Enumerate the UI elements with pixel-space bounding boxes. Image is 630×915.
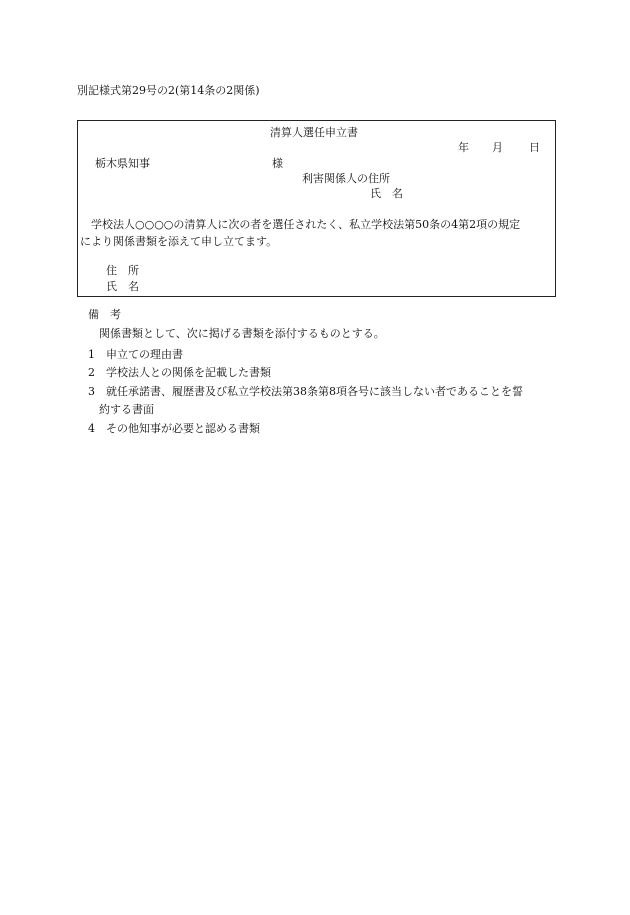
note-number: 1 — [88, 348, 95, 361]
application-form-box — [77, 120, 556, 297]
date-month-label: 月 — [492, 141, 503, 154]
date-year-label: 年 — [458, 141, 469, 154]
note-number: 4 — [88, 422, 95, 435]
body-text-line-2: により関係書類を添えて申し立てます。 — [80, 235, 278, 248]
honorific: 様 — [272, 157, 283, 170]
candidate-address-label: 住 所 — [106, 264, 139, 277]
applicant-name-label: 氏 名 — [370, 187, 403, 200]
form-number-label: 別記様式第29号の2(第14条の2関係) — [77, 84, 260, 97]
notes-intro: 関係書類として、次に掲げる書類を添付するものとする。 — [99, 327, 385, 340]
note-item — [88, 367, 271, 378]
note-number: 3 — [88, 385, 95, 398]
note-item — [88, 386, 523, 397]
candidate-name-label: 氏 名 — [106, 280, 139, 293]
note-item — [88, 423, 260, 434]
note-text: 就任承諾書、履歴書及び私立学校法第38条第8項各号に該当しない者であることを誓 — [106, 385, 523, 398]
form-title: 清算人選任申立書 — [270, 126, 358, 139]
notes-title: 備 考 — [88, 308, 121, 321]
note-number: 2 — [88, 366, 95, 379]
applicant-address-label: 利害関係人の住所 — [302, 172, 390, 185]
addressee: 栃木県知事 — [95, 157, 150, 170]
note-text: 学校法人との関係を記載した書類 — [106, 366, 271, 379]
note-text-continuation: 約する書面 — [99, 403, 154, 416]
date-day-label: 日 — [529, 141, 540, 154]
note-item — [88, 349, 183, 360]
body-text-line-1: 学校法人○○○○の清算人に次の者を選任されたく、私立学校法第50条の4第2項の規定 — [91, 218, 521, 231]
note-text: 申立ての理由書 — [106, 348, 183, 361]
note-text: その他知事が必要と認める書類 — [106, 422, 260, 435]
